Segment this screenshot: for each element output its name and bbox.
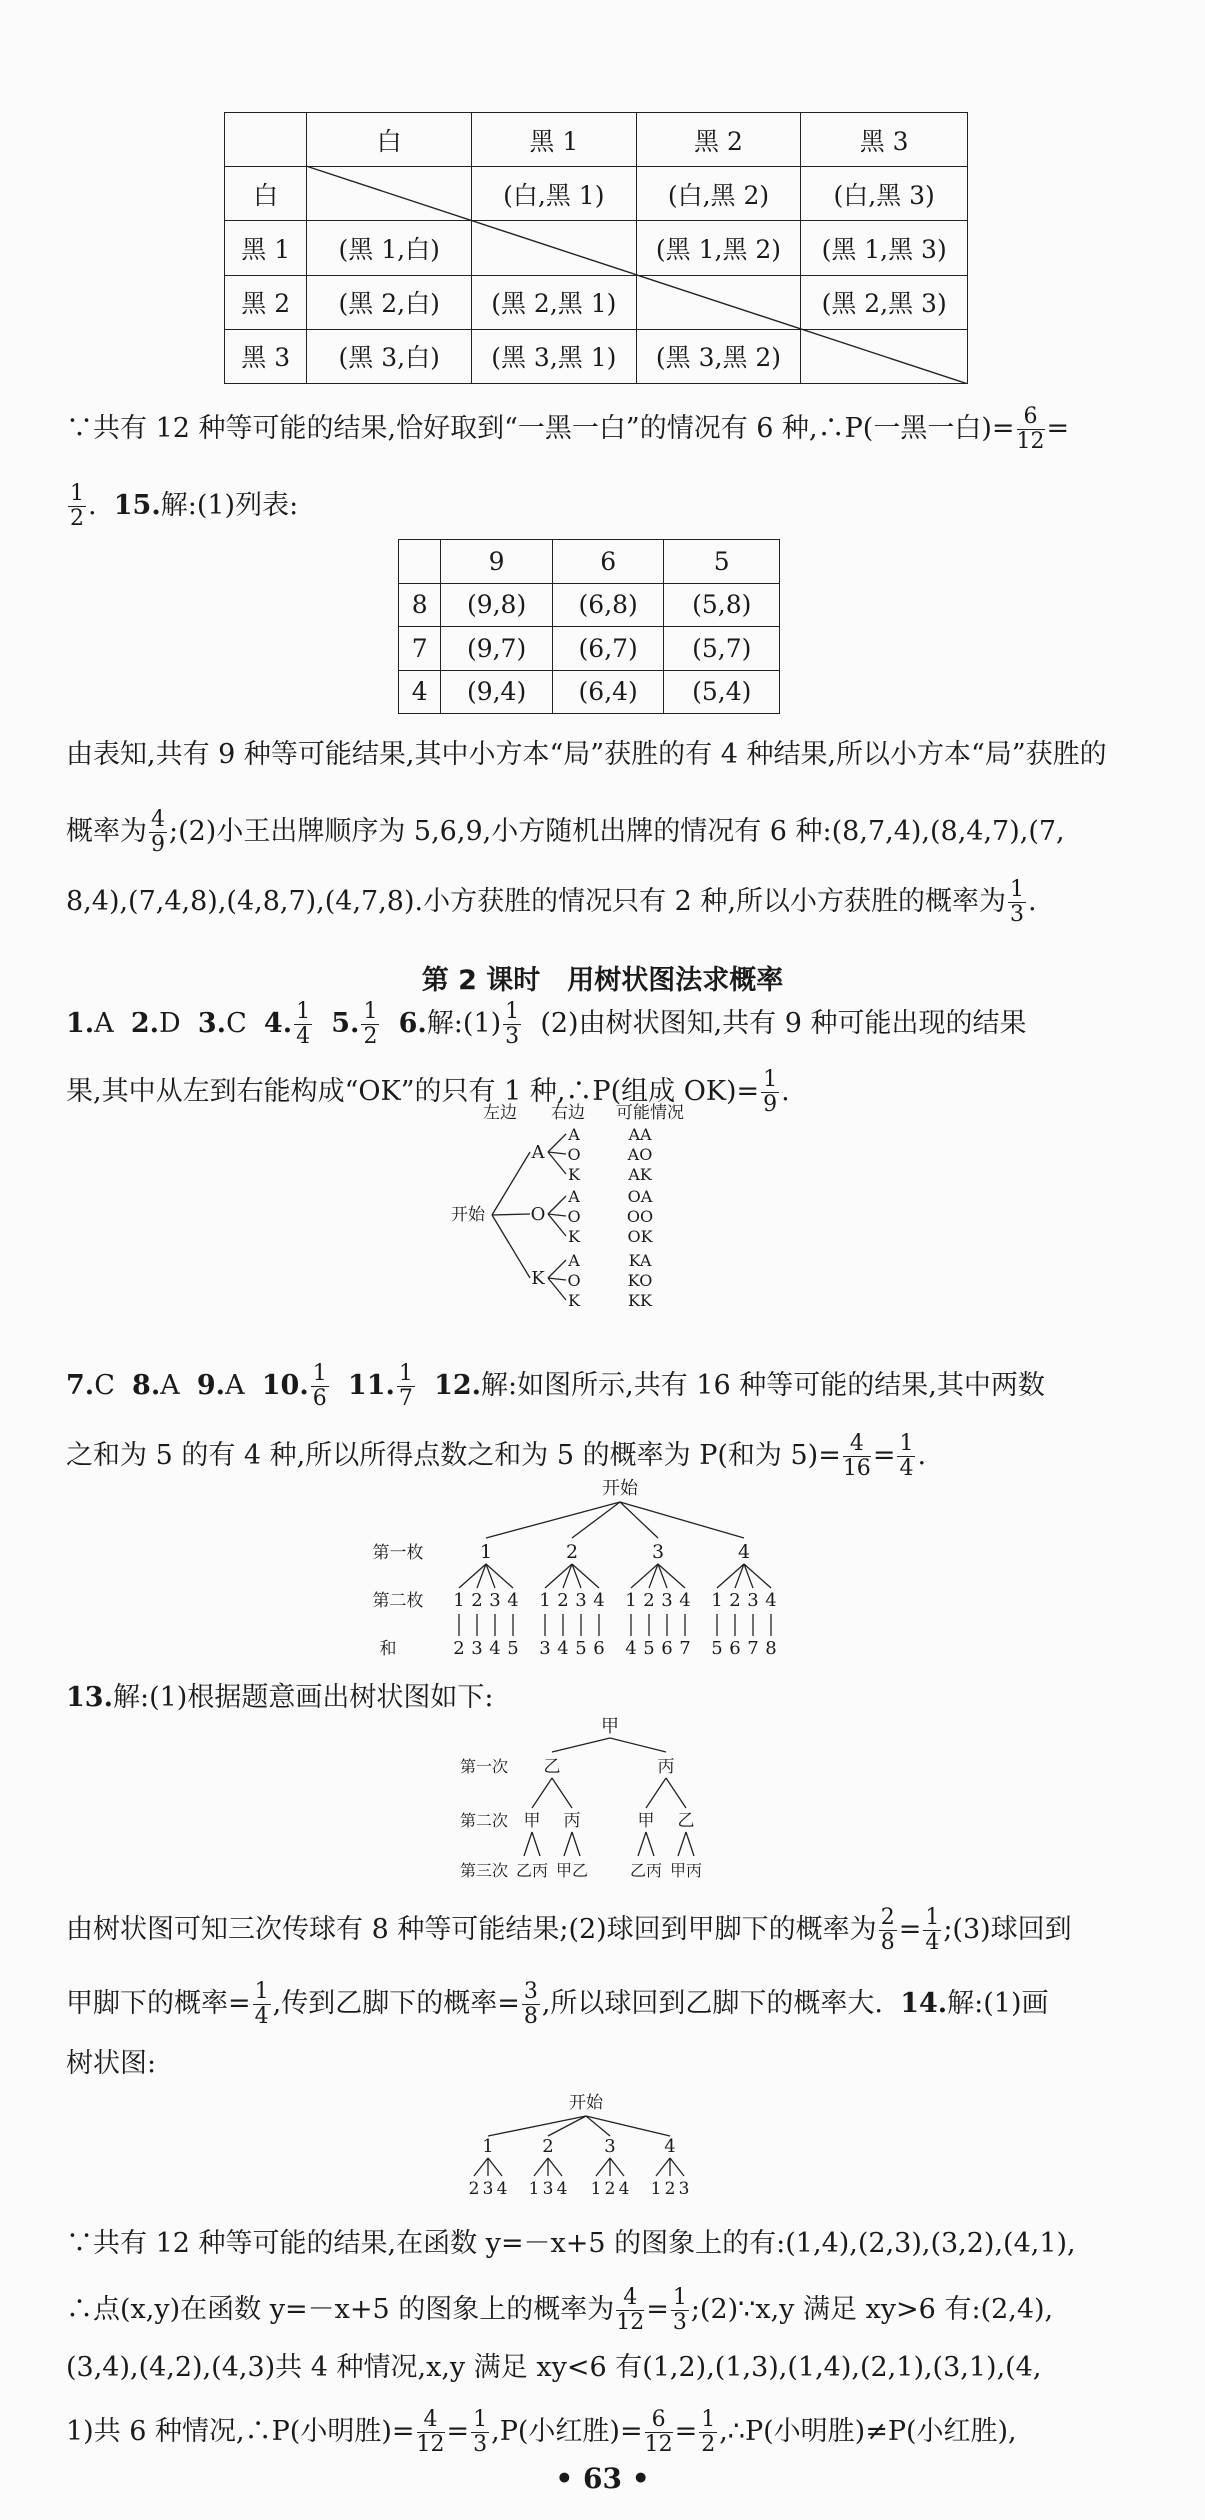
tree-node: 3 bbox=[651, 1541, 665, 1563]
table-row bbox=[399, 583, 780, 627]
tree-node: 4 bbox=[496, 2179, 508, 2199]
tree-node: 1 bbox=[625, 1590, 637, 1611]
table-header-cell: 黑 2 bbox=[636, 113, 801, 167]
text-line: 由树状图可知三次传球有 8 种等可能结果;(2)球回到甲脚下的概率为 $\frac{2}{8}$ = $\frac{1}{4}$ ;(3)球回到 bbox=[66, 1905, 1072, 1955]
tree-branch bbox=[548, 1214, 566, 1236]
tree-branch bbox=[548, 1196, 566, 1214]
tree-branch bbox=[548, 1152, 566, 1174]
tree-start: 开始 bbox=[602, 1478, 638, 1499]
tree-node: A bbox=[568, 1251, 580, 1270]
tree-outcome: 甲乙 bbox=[555, 1861, 589, 1880]
tree-node: 2 bbox=[604, 2179, 616, 2199]
table-cell: (黑 2,黑 3) bbox=[801, 275, 968, 329]
text-line: ∵共有 12 种等可能的结果,恰好取到“一黑一白”的情况有 6 种,∴P(一黑一白)= $\frac{6}{12}$ = bbox=[66, 404, 1070, 454]
table-row bbox=[399, 670, 780, 714]
tree-node: 2 bbox=[565, 1541, 579, 1563]
table-cell: (9,7) bbox=[441, 627, 553, 671]
text-line: 树状图: bbox=[66, 2048, 157, 2079]
table-cell: (黑 3,黑 2) bbox=[636, 329, 801, 383]
tree-branch bbox=[548, 2158, 562, 2176]
tree-branch bbox=[492, 1215, 530, 1278]
text-line: 由表知,共有 9 种等可能结果,其中小方本“局”获胜的有 4 种结果,所以小方本“局”获胜的 bbox=[66, 739, 1107, 770]
fraction: $\frac{4}{9}$ bbox=[151, 807, 165, 857]
tree-node: 3 bbox=[575, 1590, 587, 1611]
table-header-cell: 黑 3 bbox=[801, 113, 968, 167]
tree-outcome: OK bbox=[627, 1227, 653, 1246]
table-row bbox=[225, 221, 968, 275]
tree-branch bbox=[596, 2158, 610, 2176]
tree-branch bbox=[486, 1502, 620, 1538]
tree-outcome: 2 bbox=[453, 1638, 465, 1659]
text-line: ∵共有 12 种等可能的结果,在函数 y=－x+5 的图象上的有:(1,4),(2,3),(3,2),(4,1), bbox=[66, 2228, 1076, 2259]
table-cell: (黑 2,白) bbox=[307, 275, 472, 329]
tree-node: 3 bbox=[661, 1590, 673, 1611]
tree-node: A bbox=[531, 1142, 545, 1163]
tree-node: K bbox=[568, 1291, 580, 1310]
tree-outcome: 5 bbox=[643, 1638, 655, 1659]
tree-branch bbox=[492, 1152, 530, 1215]
tree-header: 可能情况 bbox=[616, 1103, 684, 1123]
tree-branch bbox=[548, 1278, 566, 1280]
text-line: (3,4),(4,2),(4,3)共 4 种情况,x,y 满足 xy<6 有(1,2),(1,3),(1,4),(2,1),(3,1),(4, bbox=[66, 2352, 1042, 2383]
row-label: 黑 2 bbox=[225, 275, 307, 329]
tree-branch bbox=[552, 1738, 610, 1752]
tree-row-label: 第一枚 bbox=[372, 1543, 424, 1563]
tree-node: 4 bbox=[664, 2136, 676, 2157]
tree-branch bbox=[552, 1778, 572, 1808]
tree-outcome: KA bbox=[628, 1251, 652, 1270]
tree-branch bbox=[646, 1778, 666, 1808]
tree-node: 1 bbox=[711, 1590, 723, 1611]
tree-branch bbox=[548, 2116, 586, 2136]
table-header-cell: 5 bbox=[664, 540, 780, 584]
table-header-cell: 白 bbox=[307, 113, 472, 167]
table-cell bbox=[471, 221, 636, 275]
tree-outcome: 6 bbox=[729, 1638, 741, 1659]
table-cell: (5,4) bbox=[664, 670, 780, 714]
text-line: 概率为 $\frac{4}{9}$ ;(2)小王出牌顺序为 5,6,9,小方随机出牌的情况有 6 种:(8,7,4),(8,4,7),(7, bbox=[66, 807, 1065, 857]
tree-branch bbox=[488, 2158, 502, 2176]
tree-node: 甲 bbox=[637, 1811, 655, 1831]
tree-node: 2 bbox=[471, 1590, 483, 1611]
tree-diagram-ok bbox=[440, 1100, 780, 1330]
tree-node: 3 bbox=[489, 1590, 501, 1611]
tree-node: 1 bbox=[528, 2179, 540, 2199]
tree-branch bbox=[548, 1278, 566, 1300]
table-row bbox=[225, 329, 968, 383]
tree-row-label: 和 bbox=[379, 1639, 397, 1659]
table-cell: (6,4) bbox=[552, 670, 664, 714]
section-title: 第 2 课时 用树状图法求概率 bbox=[421, 965, 784, 996]
table-cell bbox=[801, 329, 968, 383]
tree-outcome: OO bbox=[626, 1207, 654, 1226]
table-cell: (黑 3,黑 1) bbox=[471, 329, 636, 383]
tree-branch bbox=[666, 1778, 686, 1808]
tree-outcome: 乙丙 bbox=[629, 1861, 663, 1880]
table-row bbox=[225, 167, 968, 221]
tree-node: 2 bbox=[664, 2179, 676, 2199]
tree-node: 1 bbox=[479, 1541, 493, 1563]
tree-outcome: 3 bbox=[471, 1638, 483, 1659]
tree-node: O bbox=[567, 1207, 581, 1226]
table-cell: (黑 1,白) bbox=[307, 221, 472, 275]
fraction: $\frac{1}{3}$ bbox=[1010, 877, 1025, 927]
tree-node: A bbox=[568, 1125, 580, 1144]
tree-node: 3 bbox=[542, 2179, 554, 2199]
tree-branch bbox=[548, 1214, 566, 1216]
table-cell: (6,8) bbox=[552, 583, 664, 627]
fraction: $\frac{6}{12}$ bbox=[1016, 404, 1045, 454]
tree-outcome: 7 bbox=[747, 1638, 759, 1659]
tree-outcome: 5 bbox=[711, 1638, 723, 1659]
tree-node: 4 bbox=[618, 2179, 630, 2199]
tree-outcome: 4 bbox=[489, 1638, 501, 1659]
text-line: 甲脚下的概率= $\frac{1}{4}$ ,传到乙脚下的概率= $\frac{3}{8}$ ,所以球回到乙脚下的概率大. 14.解:(1)画 bbox=[66, 1979, 1049, 2029]
tree-outcome: 甲丙 bbox=[669, 1861, 703, 1880]
tree-row-label: 第三次 bbox=[459, 1861, 509, 1880]
tree-start: 开始 bbox=[451, 1205, 485, 1225]
tree-row-label: 第一次 bbox=[459, 1757, 509, 1776]
tree-branch bbox=[532, 1832, 540, 1856]
tree-outcome: 3 bbox=[539, 1638, 551, 1659]
tree-node: 4 bbox=[679, 1590, 691, 1611]
tree-branch bbox=[686, 1832, 694, 1856]
tree-outcome: AA bbox=[628, 1125, 652, 1144]
tree-node: 4 bbox=[765, 1590, 777, 1611]
text-line: 1.A 2.D 3.C 4. $\frac{1}{4}$ 5. $\frac{1}{2}$ 6.解:(1) $\frac{1}{3}$ (2)由树状图知,共有 9 种可能出现的结果 bbox=[66, 999, 1027, 1049]
tree-outcome: KK bbox=[628, 1291, 652, 1310]
tree-node: 1 bbox=[539, 1590, 551, 1611]
tree-branch bbox=[534, 2158, 548, 2176]
row-label: 7 bbox=[399, 627, 441, 671]
tree-diagram-passing bbox=[440, 1712, 740, 1882]
tree-header: 右边 bbox=[551, 1103, 585, 1123]
tree-node: K bbox=[531, 1268, 545, 1289]
tree-node: 4 bbox=[507, 1590, 519, 1611]
tree-start: 开始 bbox=[569, 2093, 603, 2113]
row-label: 8 bbox=[399, 583, 441, 627]
table-cell: (黑 3,白) bbox=[307, 329, 472, 383]
table-header-cell: 黑 1 bbox=[471, 113, 636, 167]
tree-node: O bbox=[530, 1204, 546, 1225]
text-line: $\frac{1}{2}$ . 15.解:(1)列表: bbox=[70, 481, 299, 531]
tree-branch bbox=[524, 1832, 532, 1856]
tree-node: 3 bbox=[482, 2179, 494, 2199]
tree-diagram-points bbox=[450, 2090, 740, 2200]
text-line: 7.C 8.A 9.A 10. $\frac{1}{6}$ 11. $\frac{1}{7}$ 12.解:如图所示,共有 16 种等可能的结果,其中两数 bbox=[66, 1361, 1045, 1411]
table-header-cell: 6 bbox=[552, 540, 664, 584]
question-number: 15. bbox=[113, 490, 161, 521]
text-line: 果,其中从左到右能构成“OK”的只有 1 种,∴P(组成 OK)= $\frac{1}{9}$ . bbox=[66, 1067, 790, 1117]
text-line: ∴点(x,y)在函数 y=－x+5 的图象上的概率为 $\frac{4}{12}$ = $\frac{1}{3}$ ;(2)∵x,y 满足 xy>6 有:(2,4), bbox=[66, 2285, 1054, 2335]
tree-node: 乙 bbox=[543, 1757, 561, 1777]
table-row bbox=[399, 627, 780, 671]
tree-node: 3 bbox=[678, 2179, 690, 2199]
row-label: 黑 1 bbox=[225, 221, 307, 275]
tree-branch bbox=[564, 1832, 572, 1856]
tree-node: 2 bbox=[729, 1590, 741, 1611]
tree-node: 2 bbox=[542, 2136, 554, 2157]
tree-outcome: AO bbox=[627, 1145, 653, 1164]
table-cell: (白,黑 1) bbox=[471, 167, 636, 221]
tree-branch bbox=[678, 1832, 686, 1856]
tree-branch bbox=[572, 1502, 620, 1538]
table-cell: (6,7) bbox=[552, 627, 664, 671]
table-card-pairs bbox=[398, 539, 780, 714]
tree-outcome: 乙丙 bbox=[515, 1861, 549, 1880]
tree-node: 丙 bbox=[657, 1757, 675, 1777]
row-label: 白 bbox=[225, 167, 307, 221]
tree-node: O bbox=[567, 1271, 581, 1290]
tree-branch bbox=[610, 2158, 624, 2176]
text-line: 8,4),(7,4,8),(4,8,7),(4,7,8).小方获胜的情况只有 2 种,所以小方获胜的概率为 $\frac{1}{3}$ . bbox=[66, 877, 1037, 927]
tree-diagram-dice-sum bbox=[368, 1472, 838, 1668]
tree-outcome: 6 bbox=[593, 1638, 605, 1659]
tree-start: 甲 bbox=[601, 1716, 619, 1737]
tree-branch bbox=[488, 2116, 586, 2136]
tree-row-label: 第二枚 bbox=[372, 1591, 424, 1611]
tree-branch bbox=[670, 2158, 684, 2176]
table-row bbox=[225, 275, 968, 329]
tree-branch bbox=[492, 1214, 530, 1215]
tree-node: K bbox=[568, 1227, 580, 1246]
table-cell: (9,8) bbox=[441, 583, 553, 627]
table-cell bbox=[307, 167, 472, 221]
tree-branch bbox=[646, 1832, 654, 1856]
tree-node: 乙 bbox=[677, 1811, 695, 1831]
tree-node: 1 bbox=[482, 2136, 494, 2157]
tree-node: 甲 bbox=[523, 1811, 541, 1831]
tree-branch bbox=[572, 1832, 580, 1856]
tree-branch bbox=[656, 2158, 670, 2176]
tree-node: 3 bbox=[747, 1590, 759, 1611]
tree-node: 丙 bbox=[563, 1811, 581, 1831]
tree-node: K bbox=[568, 1165, 580, 1184]
tree-outcome: 5 bbox=[507, 1638, 519, 1659]
tree-node: A bbox=[568, 1187, 580, 1206]
tree-branch bbox=[548, 1152, 566, 1154]
tree-outcome: AK bbox=[628, 1165, 652, 1184]
tree-branch bbox=[532, 1778, 552, 1808]
tree-branch bbox=[548, 1260, 566, 1278]
tree-node: 2 bbox=[468, 2179, 480, 2199]
table-cell: (黑 2,黑 1) bbox=[471, 275, 636, 329]
tree-outcome: 5 bbox=[575, 1638, 587, 1659]
tree-row-label: 第二次 bbox=[459, 1811, 509, 1830]
table-cell: (5,8) bbox=[664, 583, 780, 627]
tree-branch bbox=[610, 1738, 666, 1752]
tree-node: 2 bbox=[643, 1590, 655, 1611]
row-label: 黑 3 bbox=[225, 329, 307, 383]
tree-node: 1 bbox=[453, 1590, 465, 1611]
table-header-cell: 9 bbox=[441, 540, 553, 584]
tree-outcome: 6 bbox=[661, 1638, 673, 1659]
tree-outcome: 8 bbox=[765, 1638, 777, 1659]
tree-node: 3 bbox=[604, 2136, 616, 2157]
table-cell: (5,7) bbox=[664, 627, 780, 671]
tree-node: 4 bbox=[737, 1541, 751, 1563]
tree-node: 4 bbox=[556, 2179, 568, 2199]
tree-outcome: 4 bbox=[625, 1638, 637, 1659]
table-cell: (9,4) bbox=[441, 670, 553, 714]
table-cell: (白,黑 3) bbox=[801, 167, 968, 221]
fraction: $\frac{1}{2}$ bbox=[70, 481, 84, 531]
tree-header: 左边 bbox=[483, 1103, 517, 1123]
tree-node: 4 bbox=[593, 1590, 605, 1611]
table-cell bbox=[636, 275, 801, 329]
tree-node: 2 bbox=[557, 1590, 569, 1611]
text-line: 1)共 6 种情况,∴P(小明胜)= $\frac{4}{12}$ = $\frac{1}{3}$ ,P(小红胜)= $\frac{6}{12}$ = $\frac{1}{2}$ ,∴P(小明胜)≠P(小红胜), bbox=[66, 2407, 1017, 2457]
table-cell: (黑 1,黑 2) bbox=[636, 221, 801, 275]
answer-14-text: ∵共有 12 种等可能的结果,恰好取到“一黑一白”的情况有 6 种,∴P(一黑一白)= bbox=[66, 413, 1015, 444]
tree-outcome: KO bbox=[627, 1271, 653, 1290]
row-label: 4 bbox=[399, 670, 441, 714]
page-number: • 63 • bbox=[555, 2462, 650, 2495]
tree-node: 1 bbox=[590, 2179, 602, 2199]
table-cell: (黑 1,黑 3) bbox=[801, 221, 968, 275]
tree-outcome: OA bbox=[627, 1187, 653, 1206]
tree-outcome: 4 bbox=[557, 1638, 569, 1659]
table-color-pairs bbox=[224, 112, 968, 384]
tree-outcome: 7 bbox=[679, 1638, 691, 1659]
text-line: 13.解:(1)根据题意画出树状图如下: bbox=[66, 1682, 494, 1713]
tree-branch bbox=[474, 2158, 488, 2176]
tree-node: O bbox=[567, 1145, 581, 1164]
table-cell: (白,黑 2) bbox=[636, 167, 801, 221]
tree-node: 1 bbox=[650, 2179, 662, 2199]
tree-branch bbox=[548, 1134, 566, 1152]
text-line: 之和为 5 的有 4 种,所以所得点数之和为 5 的概率为 P(和为 5)= $\frac{4}{16}$ = $\frac{1}{4}$ . bbox=[66, 1431, 927, 1481]
tree-branch bbox=[638, 1832, 646, 1856]
